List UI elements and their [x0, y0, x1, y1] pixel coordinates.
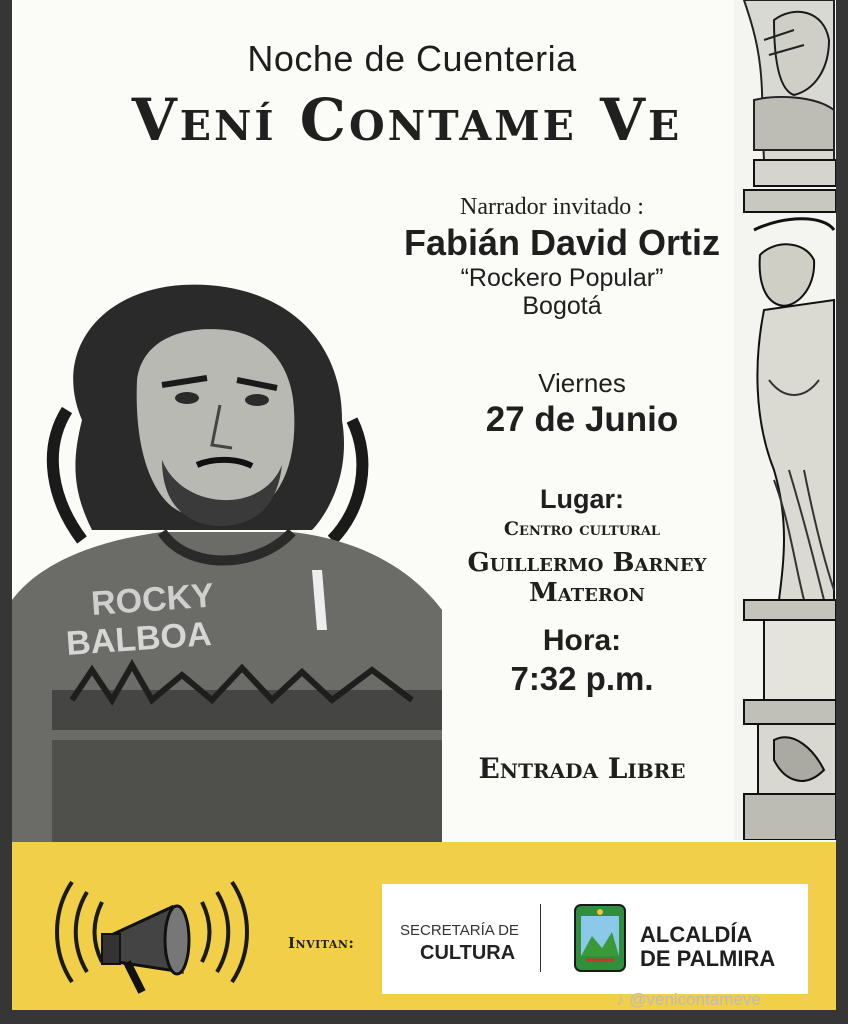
sponsor-footer [12, 842, 836, 1010]
logo-divider [540, 904, 541, 972]
invitan-label: Invitan: [288, 934, 355, 952]
tiktok-icon: ♪ [616, 990, 625, 1009]
narrator-nickname: “Rockero Popular” [460, 264, 664, 292]
tiktok-watermark [616, 990, 761, 1010]
alcaldia-logo-icon [572, 902, 628, 974]
entry-info: Entrada Libre [478, 752, 686, 785]
narrator-name: Fabián David Ortiz [403, 222, 721, 263]
alcaldia-line-2: DE PALMIRA [640, 946, 776, 971]
event-poster [12, 0, 836, 1010]
watermark-handle: @venicontameve [629, 990, 761, 1009]
caryatid-column-illustration [734, 0, 836, 840]
event-subtitle: Noche de Cuenteria [247, 38, 577, 79]
time-label: Hora: [542, 624, 622, 657]
secretaria-line-2: CULTURA [420, 942, 516, 964]
sponsor-logos [382, 884, 808, 994]
secretaria-line-1: SECRETARÍA DE [400, 922, 519, 939]
alcaldia-line-1: ALCALDÍA [640, 922, 753, 947]
narrator-portrait [12, 270, 472, 845]
event-title: Vení Contame Ve [131, 86, 683, 154]
venue-line-2: Guillermo Barney Materon [467, 548, 707, 608]
event-day: Viernes [538, 368, 626, 398]
megaphone-icon [32, 862, 272, 1002]
time-value: 7:32 p.m. [510, 660, 654, 697]
venue-label: Lugar: [540, 484, 624, 514]
narrator-city: Bogotá [522, 292, 602, 320]
event-date: 27 de Junio [485, 400, 679, 439]
shirt-text-1: ROCKY [89, 576, 216, 623]
venue-line-1: Centro cultural [503, 518, 661, 540]
portrait-shirt [12, 532, 442, 845]
shirt-text-2: BALBOA [64, 614, 213, 663]
narrator-label: Narrador invitado : [460, 194, 644, 220]
